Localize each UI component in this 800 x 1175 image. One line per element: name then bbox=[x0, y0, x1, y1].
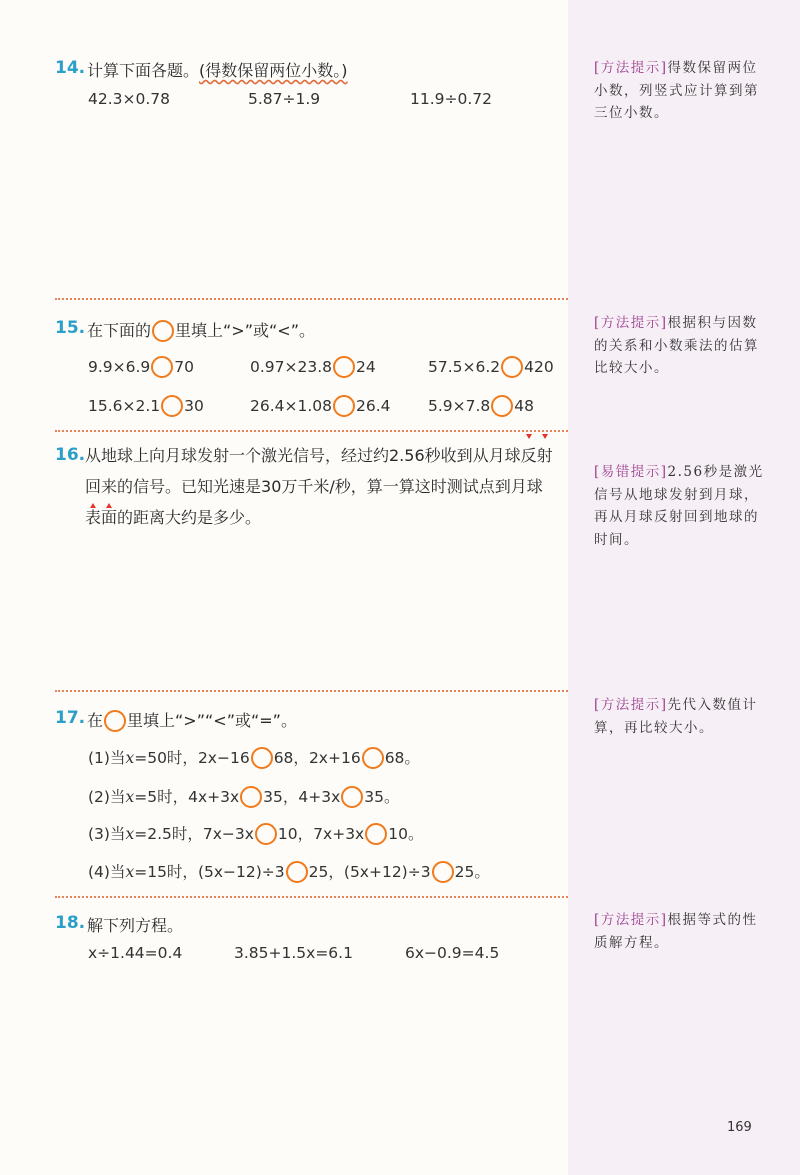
question-number: 17. bbox=[55, 708, 86, 728]
tip-tag: [方法提示] bbox=[594, 60, 668, 76]
separator: ， bbox=[293, 749, 309, 767]
answer-circle[interactable] bbox=[251, 747, 273, 769]
q17-expr-left: 7x−3x bbox=[202, 825, 254, 843]
tip-text: 根据积与因数的关系和小数乘法的估算比较大小。 bbox=[594, 315, 759, 376]
answer-circle[interactable] bbox=[432, 861, 454, 883]
q16-mark: 来 bbox=[101, 471, 117, 502]
q17-item bbox=[88, 785, 400, 808]
equation: 3.85+1.5x=6.1 bbox=[234, 944, 353, 962]
question-text: 解下列方程。 bbox=[87, 916, 184, 935]
compare-right: 26.4 bbox=[356, 397, 391, 415]
tip-tag: [方法提示] bbox=[594, 697, 668, 713]
equation: x÷1.44=0.4 bbox=[88, 944, 183, 962]
compare-item bbox=[88, 395, 204, 417]
q17-label: (3)当 bbox=[88, 825, 126, 843]
q16-mark: 回 bbox=[85, 471, 101, 502]
q17-item bbox=[88, 822, 423, 845]
question-number: 18. bbox=[55, 913, 86, 933]
answer-circle[interactable] bbox=[333, 356, 355, 378]
q17-cond: =50时， bbox=[134, 749, 198, 767]
q17-var: x bbox=[125, 825, 135, 843]
q17-expr-left: 2x+16 bbox=[308, 749, 361, 767]
q14-text: 计算下面各题。 bbox=[87, 61, 200, 80]
q17-item bbox=[88, 860, 490, 883]
compare-item bbox=[88, 356, 194, 378]
q16-line2-text: 的信号。已知光速是30万千米/秒，算一算这时测试点到月球 bbox=[117, 477, 543, 496]
tip-text: 根据等式的性质解方程。 bbox=[594, 912, 758, 951]
q17-item bbox=[88, 746, 420, 769]
q17-value: 10。 bbox=[388, 825, 424, 843]
q17-cond: =2.5时， bbox=[134, 825, 203, 843]
q17-var: x bbox=[125, 788, 135, 806]
compare-left: 57.5×6.2 bbox=[428, 358, 501, 376]
answer-circle[interactable] bbox=[501, 356, 523, 378]
divider bbox=[55, 690, 568, 692]
question-text bbox=[87, 58, 348, 81]
compare-left: 15.6×2.1 bbox=[88, 397, 161, 415]
q17-cond: =5时， bbox=[134, 788, 189, 806]
answer-circle[interactable] bbox=[255, 823, 277, 845]
question-text bbox=[87, 318, 315, 342]
q16-mark: 反 bbox=[521, 440, 537, 471]
tip-text: 先代入数值计算，再比较大小。 bbox=[594, 697, 758, 736]
compare-right: 70 bbox=[174, 358, 195, 376]
q16-line3: 表面的距离大约是多少。 bbox=[85, 508, 262, 527]
answer-circle[interactable] bbox=[362, 747, 384, 769]
margin-sidebar bbox=[568, 0, 800, 1175]
separator: ， bbox=[297, 825, 314, 843]
separator: ， bbox=[328, 863, 344, 881]
q17-expr-left: (5x−12)÷3 bbox=[197, 863, 285, 881]
q17-value: 25 bbox=[308, 863, 329, 881]
tip-tag: [方法提示] bbox=[594, 315, 668, 331]
expression: 42.3×0.78 bbox=[88, 90, 171, 108]
q17-expr-left: 4+3x bbox=[298, 788, 341, 806]
answer-circle[interactable] bbox=[491, 395, 513, 417]
tip-tag: [方法提示] bbox=[594, 912, 668, 928]
compare-right: 420 bbox=[524, 358, 554, 376]
tip-text: 得数保留两位小数，列竖式应计算到第三位小数。 bbox=[594, 60, 759, 121]
divider bbox=[55, 430, 568, 432]
tip-box bbox=[594, 57, 764, 125]
tip-tag: [易错提示] bbox=[594, 464, 668, 480]
expression: 5.87÷1.9 bbox=[248, 90, 321, 108]
answer-circle[interactable] bbox=[341, 786, 363, 808]
tip-box bbox=[594, 909, 764, 954]
compare-item bbox=[250, 395, 391, 417]
q17-label: (2)当 bbox=[88, 788, 126, 806]
q17-var: x bbox=[125, 863, 135, 881]
tip-text: 2.56秒是激光信号从地球发射到月球，再从月球反射回到地球的时间。 bbox=[594, 464, 764, 548]
compare-item bbox=[250, 356, 376, 378]
q17-value: 35。 bbox=[364, 788, 400, 806]
answer-circle[interactable] bbox=[286, 861, 308, 883]
q16-mark: 射 bbox=[537, 440, 553, 471]
q17-value: 35 bbox=[263, 788, 283, 806]
compare-right: 24 bbox=[356, 358, 376, 376]
tip-box bbox=[594, 461, 764, 551]
q17-label: (1)当 bbox=[88, 749, 126, 767]
q17-var: x bbox=[125, 749, 135, 767]
answer-circle[interactable] bbox=[151, 356, 173, 378]
q17-value: 68 bbox=[273, 749, 294, 767]
q16-line1 bbox=[85, 440, 565, 471]
compare-left: 0.97×23.8 bbox=[250, 358, 333, 376]
answer-circle[interactable] bbox=[333, 395, 355, 417]
q17-expr-left: 2x−16 bbox=[197, 749, 250, 767]
q17-text-a: 在 bbox=[87, 711, 104, 730]
question-number: 14. bbox=[55, 58, 86, 78]
q17-text-b: 里填上“>”“<”或“=”。 bbox=[127, 711, 297, 730]
separator: ， bbox=[282, 788, 299, 806]
q15-text-a: 在下面的 bbox=[87, 321, 152, 340]
q17-cond: =15时， bbox=[134, 863, 198, 881]
compare-left: 5.9×7.8 bbox=[428, 397, 491, 415]
compare-left: 26.4×1.08 bbox=[250, 397, 333, 415]
q17-value: 25。 bbox=[454, 863, 490, 881]
q14-note: (得数保留两位小数。) bbox=[199, 61, 348, 80]
answer-circle[interactable] bbox=[161, 395, 183, 417]
compare-right: 48 bbox=[514, 397, 535, 415]
divider bbox=[55, 896, 568, 898]
question-number: 16. bbox=[55, 445, 86, 465]
q15-text-b: 里填上“>”或“<”。 bbox=[175, 321, 315, 340]
answer-circle[interactable] bbox=[240, 786, 262, 808]
tip-box bbox=[594, 694, 764, 739]
q17-expr-left: 7x+3x bbox=[313, 825, 365, 843]
compare-item bbox=[428, 356, 554, 378]
answer-circle[interactable] bbox=[365, 823, 387, 845]
q17-value: 10 bbox=[277, 825, 298, 843]
q17-label: (4)当 bbox=[88, 863, 126, 881]
question-text bbox=[85, 440, 565, 533]
q17-expr-left: (5x+12)÷3 bbox=[343, 863, 431, 881]
tip-box bbox=[594, 312, 764, 380]
compare-left: 9.9×6.9 bbox=[88, 358, 151, 376]
q16-line1-text: 从地球上向月球发射一个激光信号，经过约2.56秒收到从月球 bbox=[85, 446, 521, 465]
compare-right: 30 bbox=[184, 397, 204, 415]
page-number: 169 bbox=[727, 1120, 752, 1135]
q17-expr-left: 4x+3x bbox=[188, 788, 240, 806]
q17-value: 68。 bbox=[384, 749, 420, 767]
expression: 11.9÷0.72 bbox=[410, 90, 493, 108]
answer-circle[interactable] bbox=[104, 710, 126, 732]
equation: 6x−0.9=4.5 bbox=[405, 944, 500, 962]
compare-item bbox=[428, 395, 534, 417]
divider bbox=[55, 298, 568, 300]
answer-circle[interactable] bbox=[152, 320, 174, 342]
q16-line2 bbox=[85, 471, 565, 502]
question-number: 15. bbox=[55, 318, 86, 338]
question-text bbox=[87, 708, 297, 732]
